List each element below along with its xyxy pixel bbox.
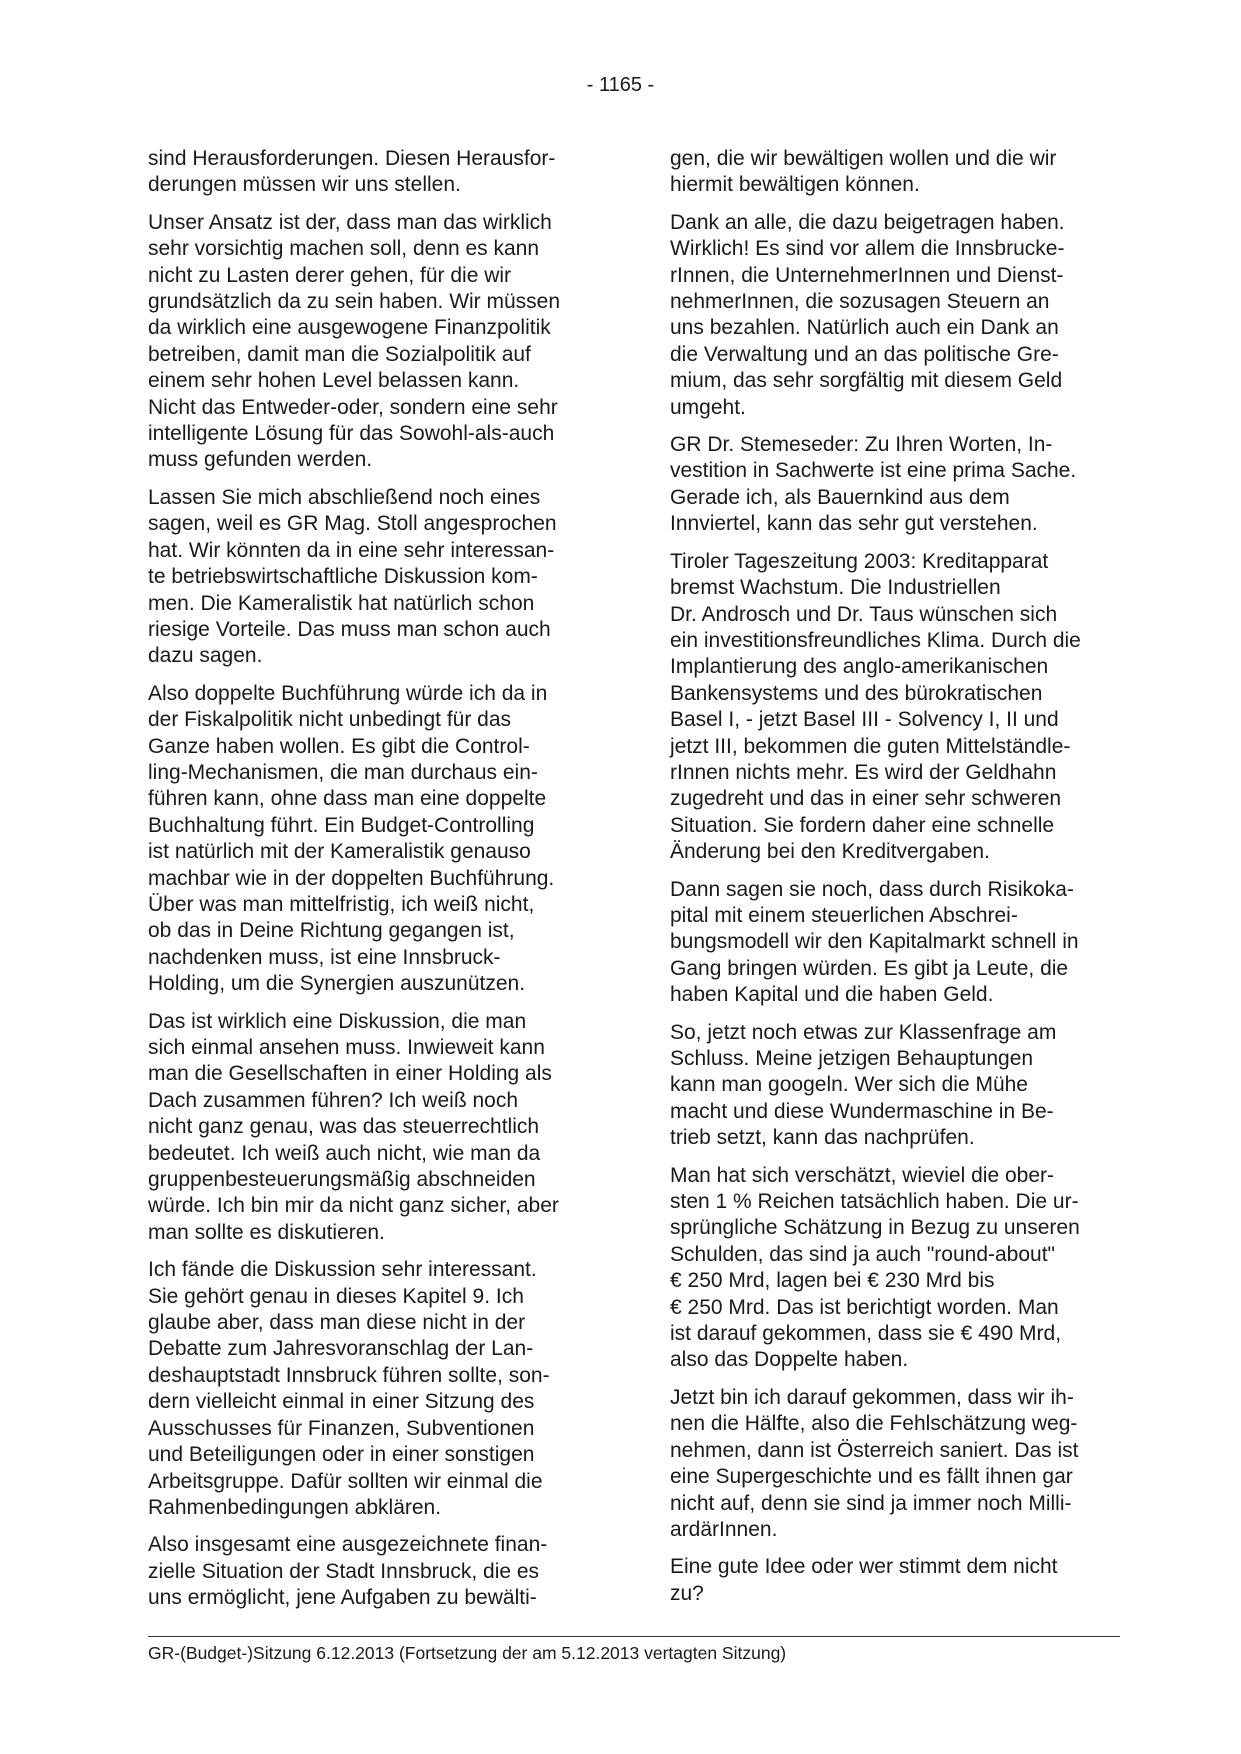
paragraph: sind Herausforderungen. Diesen Herausfor- derungen müssen wir uns stellen.: [148, 147, 556, 197]
paragraph: Also doppelte Buchführung würde ich da in der Fiskalpolitik nicht unbedingt für das Ganze haben wollen. Es gibt die Control- ling-Mechanismen, die man durchaus ein- führen kann, ohne dass man eine doppelte Buchhaltung führt. Ein Budget-Controlling ist natürlich mit der Kameralistik genauso machbar wie in der doppelten Buchführung. Über was man mittelfristig, ich weiß nicht, ob das in Deine Richtung gegangen ist, nachdenken muss, ist eine Innsbruck- Holding, um die Synergien auszunützen.: [148, 681, 555, 996]
right-column: [670, 146, 1130, 1618]
paragraph: gen, die wir bewältigen wollen und die wir hiermit bewältigen können.: [670, 147, 1057, 197]
paragraph: Man hat sich verschätzt, wieviel die ober- sten 1 % Reichen tatsächlich haben. Die ur- sprüngliche Schätzung in Bezug zu unseren Schulden, das sind ja auch "round-about" € 250 Mrd, lagen bei € 230 Mrd bis € 250 Mrd. Das ist berichtigt worden. Man ist darauf gekommen, dass sie € 490 Mrd, also das Doppelte haben.: [670, 1163, 1080, 1372]
paragraph: So, jetzt noch etwas zur Klassenfrage am Schluss. Meine jetzigen Behauptungen kann man googeln. Wer sich die Mühe macht und diese Wundermaschine in Be- trieb setzt, kann das nachprüfen.: [670, 1020, 1057, 1150]
paragraph: Tiroler Tageszeitung 2003: Kreditapparat bremst Wachstum. Die Industriellen Dr. Androsch und Dr. Taus wünschen sich ein investitionsfreundliches Klima. Durch die Implantierung des anglo-amerikanischen Bankensystems und des bürokratischen Basel I, - jetzt Basel III - Solvency I, II und jetzt III, bekommen die guten Mittelständle- rInnen nichts mehr. Es wird der Geldhahn zugedreht und das in einer sehr schweren Situation. Sie fordern daher eine schnelle Änderung bei den Kreditvergaben.: [670, 549, 1081, 864]
footer-divider: [148, 1636, 1120, 1637]
page-number: - 1165 -: [586, 74, 655, 96]
footer-text: GR-(Budget-)Sitzung 6.12.2013 (Fortsetzung der am 5.12.2013 vertagten Sitzung): [148, 1643, 787, 1663]
left-column: [148, 146, 603, 1623]
paragraph: Das ist wirklich eine Diskussion, die man sich einmal ansehen muss. Inwieweit kann man die Gesellschaften in einer Holding als Dach zusammen führen? Ich weiß noch nicht ganz genau, was das steuerrechtlich bedeutet. Ich weiß auch nicht, wie man da gruppenbesteuerungsmäßig abschneiden würde. Ich bin mir da nicht ganz sicher, aber man sollte es diskutieren.: [148, 1009, 559, 1244]
paragraph: Dank an alle, die dazu beigetragen haben. Wirklich! Es sind vor allem die Innsbrucke- rInnen, die UnternehmerInnen und Dienst- nehmerInnen, die sozusagen Steuern an uns bezahlen. Natürlich auch ein Dank an die Verwaltung und an das politische Gre- mium, das sehr sorgfältig mit diesem Geld umgeht.: [670, 210, 1065, 419]
paragraph: Eine gute Idee oder wer stimmt dem nicht zu?: [670, 1555, 1058, 1605]
paragraph: Ich fände die Diskussion sehr interessant. Sie gehört genau in dieses Kapitel 9. Ich glaube aber, dass man diese nicht in der Debatte zum Jahresvoranschlag der Lan- deshauptstadt Innsbruck führen sollte, son- dern vielleicht einmal in einer Sitzung des Ausschusses für Finanzen, Subventionen und Beteiligungen oder in einer sonstigen Arbeitsgruppe. Dafür sollten wir einmal die Rahmenbedingungen abklären.: [148, 1258, 550, 1519]
paragraph: Lassen Sie mich abschließend noch eines sagen, weil es GR Mag. Stoll angesprochen hat. Wir könnten da in eine sehr interessan- te betriebswirtschaftliche Diskussion kom- men. Die Kameralistik hat natürlich schon riesige Vorteile. Das muss man schon auch dazu sagen.: [148, 485, 557, 668]
paragraph: Unser Ansatz ist der, dass man das wirklich sehr vorsichtig machen soll, denn es kann nicht zu Lasten derer gehen, für die wir grundsätzlich da zu sein haben. Wir müssen da wirklich eine ausgewogene Finanzpolitik betreiben, damit man die Sozialpolitik auf einem sehr hohen Level belassen kann. Nicht das Entweder-oder, sondern eine sehr intelligente Lösung für das Sowohl-als-auch muss gefunden werden.: [148, 210, 561, 472]
paragraph: GR Dr. Stemeseder: Zu Ihren Worten, In- vestition in Sachwerte ist eine prima Sache. Gerade ich, als Bauernkind aus dem Innviertel, kann das sehr gut verstehen.: [670, 433, 1077, 536]
paragraph: Jetzt bin ich darauf gekommen, dass wir ih- nen die Hälfte, also die Fehlschätzung weg- nehmen, dann ist Österreich saniert. Das ist eine Supergeschichte und es fällt ihnen gar nicht auf, denn sie sind ja immer noch Milli- ardärInnen.: [670, 1385, 1079, 1541]
paragraph: Also insgesamt eine ausgezeichnete finan- zielle Situation der Stadt Innsbruck, die es uns ermöglicht, jene Aufgaben zu bewälti-: [148, 1533, 548, 1610]
paragraph: Dann sagen sie noch, dass durch Risikoka- pital mit einem steuerlichen Abschrei- bungsmodell wir den Kapitalmarkt schnell in Gang bringen würden. Es gibt ja Leute, die haben Kapital und die haben Geld.: [670, 877, 1079, 1007]
